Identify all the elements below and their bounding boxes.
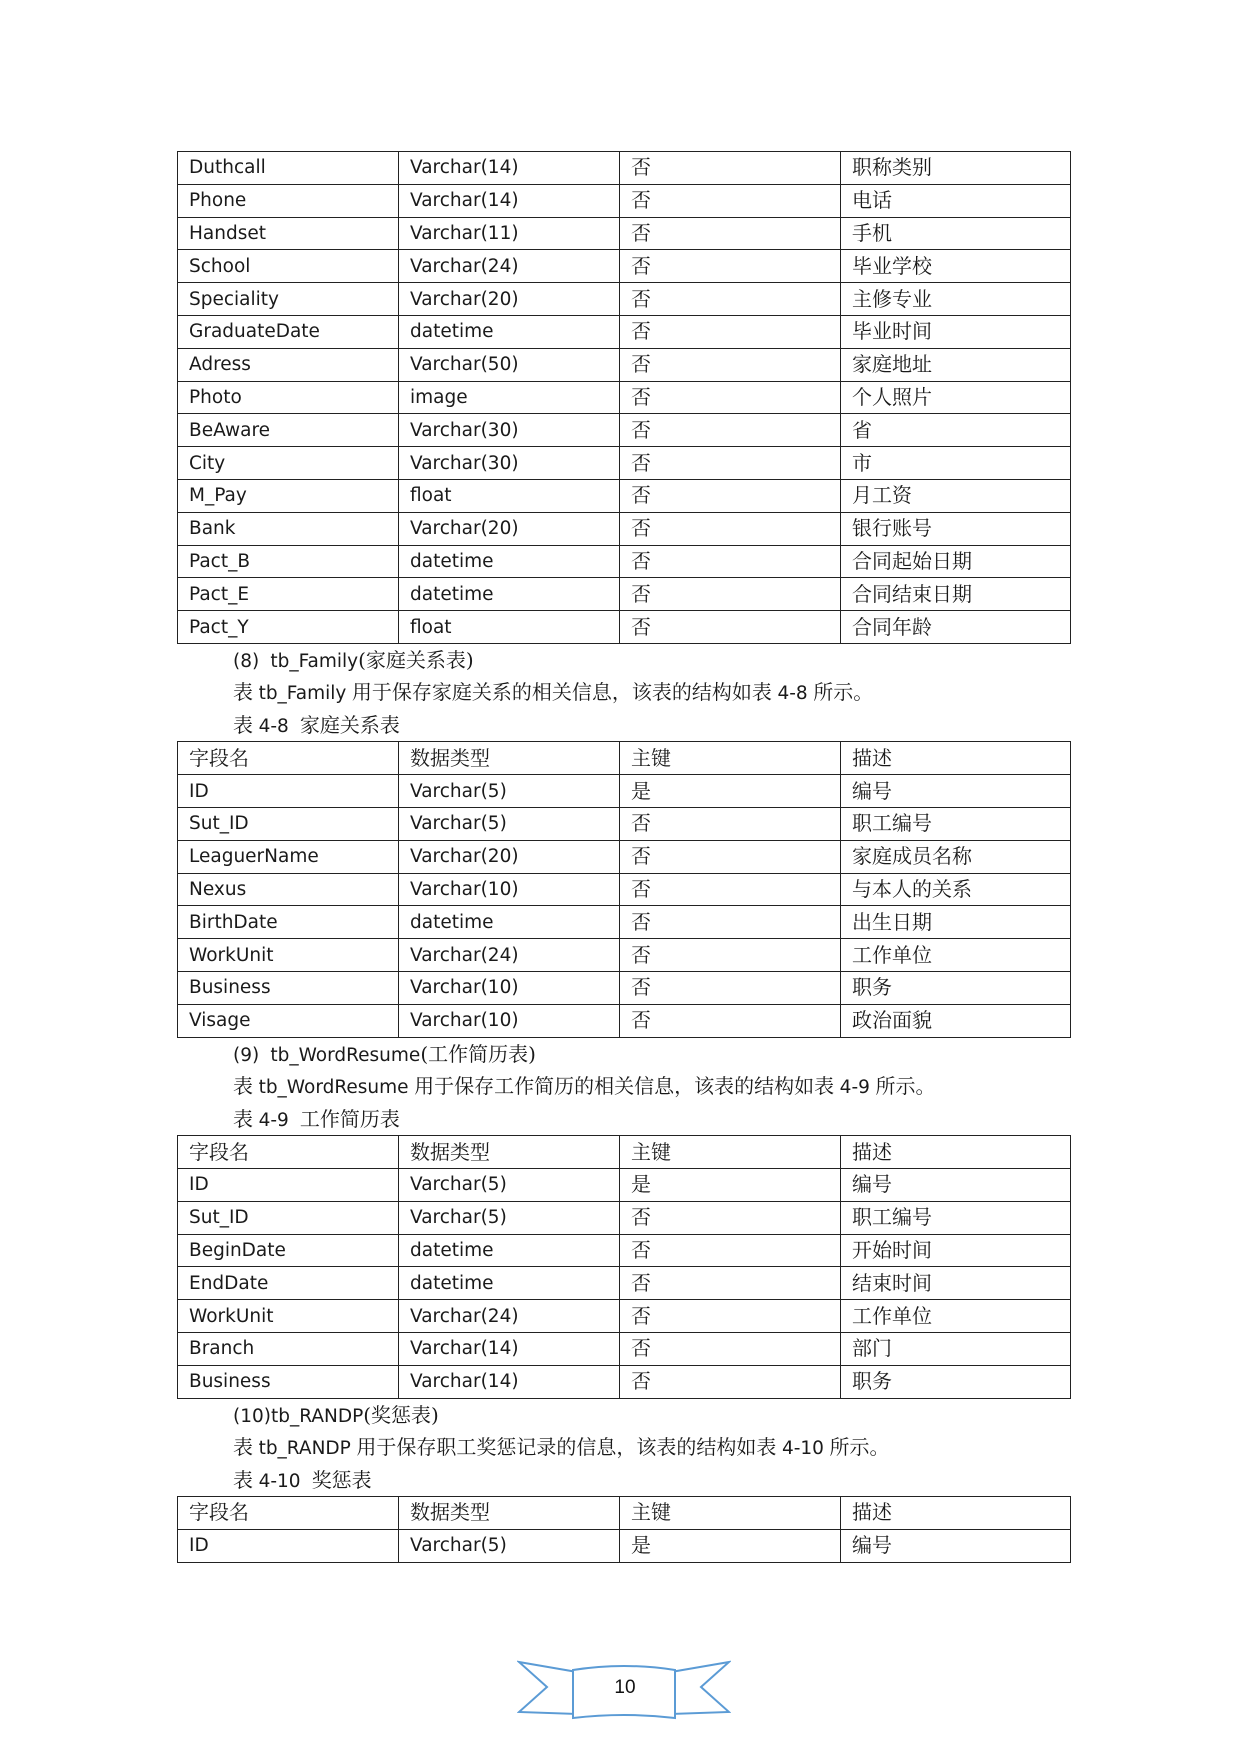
field-name-cell: ID bbox=[178, 1529, 399, 1562]
primary-key-cell: 否 bbox=[620, 512, 841, 545]
description-cell: 职工编号 bbox=[841, 1201, 1071, 1234]
primary-key-cell: 否 bbox=[620, 873, 841, 906]
description-cell: 合同起始日期 bbox=[841, 545, 1071, 578]
description-cell: 市 bbox=[841, 447, 1071, 480]
data-type-cell: datetime bbox=[399, 1234, 620, 1267]
field-name-cell: BeAware bbox=[178, 414, 399, 447]
primary-key-cell: 否 bbox=[620, 1201, 841, 1234]
field-name-cell: WorkUnit bbox=[178, 939, 399, 972]
field-name-cell: Nexus bbox=[178, 873, 399, 906]
field-name-cell: ID bbox=[178, 775, 399, 808]
desc-prefix: 表 bbox=[233, 1074, 253, 1099]
field-name-cell: Speciality bbox=[178, 283, 399, 316]
staff-fields-table-continued bbox=[177, 151, 1071, 644]
data-type-cell: float bbox=[399, 479, 620, 512]
description-cell: 描述 bbox=[841, 1136, 1071, 1169]
data-type-cell: Varchar(24) bbox=[399, 1300, 620, 1333]
description-cell: 编号 bbox=[841, 1168, 1071, 1201]
description-cell: 与本人的关系 bbox=[841, 873, 1071, 906]
primary-key-cell: 否 bbox=[620, 479, 841, 512]
description-cell: 描述 bbox=[841, 1497, 1071, 1530]
table-row bbox=[178, 152, 1071, 185]
primary-key-cell: 否 bbox=[620, 939, 841, 972]
caption-number: 4-10 bbox=[258, 1470, 301, 1492]
data-type-cell: Varchar(30) bbox=[399, 414, 620, 447]
description-cell: 职工编号 bbox=[841, 808, 1071, 841]
desc-suffix: 所示。 bbox=[813, 680, 874, 705]
heading-chinese-title: (工作简历表) bbox=[420, 1041, 536, 1066]
primary-key-cell: 否 bbox=[620, 348, 841, 381]
field-name-cell: Handset bbox=[178, 217, 399, 250]
primary-key-cell: 否 bbox=[620, 545, 841, 578]
field-name-cell: GraduateDate bbox=[178, 315, 399, 348]
randp-fields-table bbox=[177, 1496, 1071, 1563]
field-name-cell: Photo bbox=[178, 381, 399, 414]
table-row bbox=[178, 250, 1071, 283]
section-heading-randp bbox=[177, 1399, 1070, 1432]
description-cell: 合同结束日期 bbox=[841, 578, 1071, 611]
word-resume-fields-table bbox=[177, 1135, 1071, 1398]
desc-table-ref: 4-8 bbox=[777, 683, 808, 705]
data-type-cell: Varchar(5) bbox=[399, 1168, 620, 1201]
description-cell: 部门 bbox=[841, 1332, 1071, 1365]
description-cell: 开始时间 bbox=[841, 1234, 1071, 1267]
caption-number: 4-8 bbox=[258, 715, 289, 737]
table-row bbox=[178, 545, 1071, 578]
field-name-cell: Adress bbox=[178, 348, 399, 381]
description-cell: 手机 bbox=[841, 217, 1071, 250]
field-name-cell: Pact_Y bbox=[178, 611, 399, 644]
description-cell: 月工资 bbox=[841, 479, 1071, 512]
table-row bbox=[178, 1300, 1071, 1333]
primary-key-cell: 否 bbox=[620, 1234, 841, 1267]
table-row bbox=[178, 414, 1071, 447]
field-name-cell: LeaguerName bbox=[178, 840, 399, 873]
caption-title: 奖惩表 bbox=[311, 1467, 372, 1492]
table-row bbox=[178, 479, 1071, 512]
desc-text: 用于保存家庭关系的相关信息，该表的结构如表 bbox=[351, 680, 772, 705]
section-description-word-resume bbox=[177, 1070, 1070, 1103]
table-row bbox=[178, 808, 1071, 841]
field-name-cell: 字段名 bbox=[178, 1136, 399, 1169]
table-row bbox=[178, 217, 1071, 250]
data-type-cell: Varchar(14) bbox=[399, 1365, 620, 1398]
primary-key-cell: 是 bbox=[620, 1529, 841, 1562]
table-row bbox=[178, 1201, 1071, 1234]
data-type-cell: image bbox=[399, 381, 620, 414]
data-type-cell: Varchar(10) bbox=[399, 873, 620, 906]
field-name-cell: School bbox=[178, 250, 399, 283]
data-type-cell: Varchar(30) bbox=[399, 447, 620, 480]
primary-key-cell: 主键 bbox=[620, 742, 841, 775]
description-cell: 职称类别 bbox=[841, 152, 1071, 185]
data-type-cell: Varchar(10) bbox=[399, 972, 620, 1005]
primary-key-cell: 否 bbox=[620, 447, 841, 480]
description-cell: 编号 bbox=[841, 1529, 1071, 1562]
table-row bbox=[178, 873, 1071, 906]
primary-key-cell: 否 bbox=[620, 381, 841, 414]
desc-text: 用于保存工作简历的相关信息，该表的结构如表 bbox=[414, 1074, 835, 1099]
field-name-cell: M_Pay bbox=[178, 479, 399, 512]
heading-table-name: tb_RANDP bbox=[270, 1405, 364, 1427]
primary-key-cell: 否 bbox=[620, 1267, 841, 1300]
table-row bbox=[178, 1234, 1071, 1267]
description-cell: 政治面貌 bbox=[841, 1004, 1071, 1037]
table-row bbox=[178, 1365, 1071, 1398]
field-name-cell: Duthcall bbox=[178, 152, 399, 185]
primary-key-cell: 否 bbox=[620, 1300, 841, 1333]
section-description-randp bbox=[177, 1431, 1070, 1464]
field-name-cell: EndDate bbox=[178, 1267, 399, 1300]
data-type-cell: 数据类型 bbox=[399, 1497, 620, 1530]
primary-key-cell: 否 bbox=[620, 1365, 841, 1398]
field-name-cell: Visage bbox=[178, 1004, 399, 1037]
heading-table-name: tb_Family bbox=[270, 650, 359, 672]
description-cell: 个人照片 bbox=[841, 381, 1071, 414]
field-name-cell: Business bbox=[178, 972, 399, 1005]
table-row bbox=[178, 840, 1071, 873]
primary-key-cell: 否 bbox=[620, 315, 841, 348]
description-cell: 结束时间 bbox=[841, 1267, 1071, 1300]
data-type-cell: Varchar(11) bbox=[399, 217, 620, 250]
field-name-cell: City bbox=[178, 447, 399, 480]
data-type-cell: Varchar(24) bbox=[399, 939, 620, 972]
desc-table-name: tb_RANDP bbox=[258, 1438, 351, 1459]
description-cell: 毕业学校 bbox=[841, 250, 1071, 283]
description-cell: 主修专业 bbox=[841, 283, 1071, 316]
desc-table-ref: 4-9 bbox=[839, 1077, 870, 1099]
table-row bbox=[178, 1529, 1071, 1562]
field-name-cell: WorkUnit bbox=[178, 1300, 399, 1333]
table-row bbox=[178, 1267, 1071, 1300]
caption-prefix: 表 bbox=[233, 1106, 253, 1131]
data-type-cell: datetime bbox=[399, 906, 620, 939]
primary-key-cell: 否 bbox=[620, 283, 841, 316]
data-type-cell: Varchar(5) bbox=[399, 1201, 620, 1234]
caption-prefix: 表 bbox=[233, 1467, 253, 1492]
caption-title: 家庭关系表 bbox=[299, 712, 400, 737]
description-cell: 描述 bbox=[841, 742, 1071, 775]
primary-key-cell: 否 bbox=[620, 972, 841, 1005]
table-caption-word-resume bbox=[177, 1103, 1070, 1136]
data-type-cell: Varchar(5) bbox=[399, 775, 620, 808]
table-header-row bbox=[178, 1497, 1071, 1530]
table-row bbox=[178, 1004, 1071, 1037]
data-type-cell: Varchar(24) bbox=[399, 250, 620, 283]
desc-prefix: 表 bbox=[233, 1435, 253, 1459]
description-cell: 职务 bbox=[841, 1365, 1071, 1398]
field-name-cell: 字段名 bbox=[178, 1497, 399, 1530]
table-row bbox=[178, 578, 1071, 611]
description-cell: 合同年龄 bbox=[841, 611, 1071, 644]
primary-key-cell: 否 bbox=[620, 840, 841, 873]
description-cell: 电话 bbox=[841, 184, 1071, 217]
table-header-row bbox=[178, 1136, 1071, 1169]
primary-key-cell: 否 bbox=[620, 611, 841, 644]
field-name-cell: ID bbox=[178, 1168, 399, 1201]
desc-text: 用于保存职工奖惩记录的信息，该表的结构如表 bbox=[356, 1435, 777, 1459]
table-row bbox=[178, 972, 1071, 1005]
description-cell: 出生日期 bbox=[841, 906, 1071, 939]
table-header-row bbox=[178, 742, 1071, 775]
table-row bbox=[178, 283, 1071, 316]
primary-key-cell: 否 bbox=[620, 906, 841, 939]
desc-table-name: tb_Family bbox=[258, 683, 347, 705]
section-heading-word-resume bbox=[177, 1038, 1070, 1071]
field-name-cell: Pact_E bbox=[178, 578, 399, 611]
field-name-cell: Phone bbox=[178, 184, 399, 217]
section-description-family bbox=[177, 676, 1070, 709]
field-name-cell: Pact_B bbox=[178, 545, 399, 578]
page-number: 10 bbox=[614, 1677, 636, 1698]
caption-title: 工作简历表 bbox=[299, 1106, 400, 1131]
section-heading-family bbox=[177, 644, 1070, 677]
data-type-cell: Varchar(14) bbox=[399, 1332, 620, 1365]
heading-number: (8) bbox=[233, 650, 260, 672]
table-row bbox=[178, 184, 1071, 217]
field-name-cell: BirthDate bbox=[178, 906, 399, 939]
primary-key-cell: 是 bbox=[620, 1168, 841, 1201]
heading-number: (10) bbox=[233, 1405, 271, 1427]
page-number-ribbon bbox=[517, 1660, 731, 1722]
page-content bbox=[177, 151, 1070, 1563]
heading-chinese-title: (奖惩表) bbox=[363, 1402, 439, 1427]
table-caption-family bbox=[177, 709, 1070, 742]
data-type-cell: 数据类型 bbox=[399, 1136, 620, 1169]
data-type-cell: Varchar(20) bbox=[399, 512, 620, 545]
caption-number: 4-9 bbox=[258, 1109, 289, 1131]
heading-table-name: tb_WordResume bbox=[270, 1044, 421, 1066]
description-cell: 家庭成员名称 bbox=[841, 840, 1071, 873]
desc-table-ref: 4-10 bbox=[781, 1438, 824, 1459]
data-type-cell: Varchar(5) bbox=[399, 1529, 620, 1562]
data-type-cell: Varchar(14) bbox=[399, 152, 620, 185]
primary-key-cell: 否 bbox=[620, 184, 841, 217]
desc-suffix: 所示。 bbox=[875, 1074, 936, 1099]
primary-key-cell: 否 bbox=[620, 1332, 841, 1365]
table-row bbox=[178, 775, 1071, 808]
data-type-cell: datetime bbox=[399, 315, 620, 348]
description-cell: 银行账号 bbox=[841, 512, 1071, 545]
primary-key-cell: 否 bbox=[620, 250, 841, 283]
field-name-cell: BeginDate bbox=[178, 1234, 399, 1267]
data-type-cell: Varchar(14) bbox=[399, 184, 620, 217]
desc-suffix: 所示。 bbox=[829, 1435, 890, 1459]
field-name-cell: Branch bbox=[178, 1332, 399, 1365]
primary-key-cell: 否 bbox=[620, 808, 841, 841]
field-name-cell: Bank bbox=[178, 512, 399, 545]
field-name-cell: Business bbox=[178, 1365, 399, 1398]
table-row bbox=[178, 315, 1071, 348]
heading-chinese-title: (家庭关系表) bbox=[358, 647, 474, 672]
table-row bbox=[178, 611, 1071, 644]
description-cell: 职务 bbox=[841, 972, 1071, 1005]
desc-table-name: tb_WordResume bbox=[258, 1077, 409, 1099]
description-cell: 家庭地址 bbox=[841, 348, 1071, 381]
description-cell: 毕业时间 bbox=[841, 315, 1071, 348]
data-type-cell: 数据类型 bbox=[399, 742, 620, 775]
primary-key-cell: 否 bbox=[620, 578, 841, 611]
primary-key-cell: 否 bbox=[620, 217, 841, 250]
data-type-cell: float bbox=[399, 611, 620, 644]
description-cell: 省 bbox=[841, 414, 1071, 447]
table-row bbox=[178, 1168, 1071, 1201]
data-type-cell: datetime bbox=[399, 1267, 620, 1300]
table-row bbox=[178, 381, 1071, 414]
table-row bbox=[178, 1332, 1071, 1365]
description-cell: 编号 bbox=[841, 775, 1071, 808]
primary-key-cell: 是 bbox=[620, 775, 841, 808]
field-name-cell: 字段名 bbox=[178, 742, 399, 775]
primary-key-cell: 主键 bbox=[620, 1497, 841, 1530]
table-row bbox=[178, 512, 1071, 545]
table-row bbox=[178, 447, 1071, 480]
caption-prefix: 表 bbox=[233, 712, 253, 737]
field-name-cell: Sut_ID bbox=[178, 1201, 399, 1234]
description-cell: 工作单位 bbox=[841, 1300, 1071, 1333]
table-caption-randp bbox=[177, 1464, 1070, 1497]
field-name-cell: Sut_ID bbox=[178, 808, 399, 841]
table-row bbox=[178, 939, 1071, 972]
primary-key-cell: 否 bbox=[620, 152, 841, 185]
data-type-cell: Varchar(10) bbox=[399, 1004, 620, 1037]
data-type-cell: Varchar(50) bbox=[399, 348, 620, 381]
family-fields-table bbox=[177, 741, 1071, 1037]
primary-key-cell: 否 bbox=[620, 414, 841, 447]
primary-key-cell: 否 bbox=[620, 1004, 841, 1037]
data-type-cell: Varchar(20) bbox=[399, 283, 620, 316]
table-row bbox=[178, 348, 1071, 381]
table-row bbox=[178, 906, 1071, 939]
data-type-cell: datetime bbox=[399, 578, 620, 611]
desc-prefix: 表 bbox=[233, 680, 253, 705]
data-type-cell: Varchar(5) bbox=[399, 808, 620, 841]
data-type-cell: datetime bbox=[399, 545, 620, 578]
heading-number: (9) bbox=[233, 1044, 260, 1066]
primary-key-cell: 主键 bbox=[620, 1136, 841, 1169]
description-cell: 工作单位 bbox=[841, 939, 1071, 972]
data-type-cell: Varchar(20) bbox=[399, 840, 620, 873]
